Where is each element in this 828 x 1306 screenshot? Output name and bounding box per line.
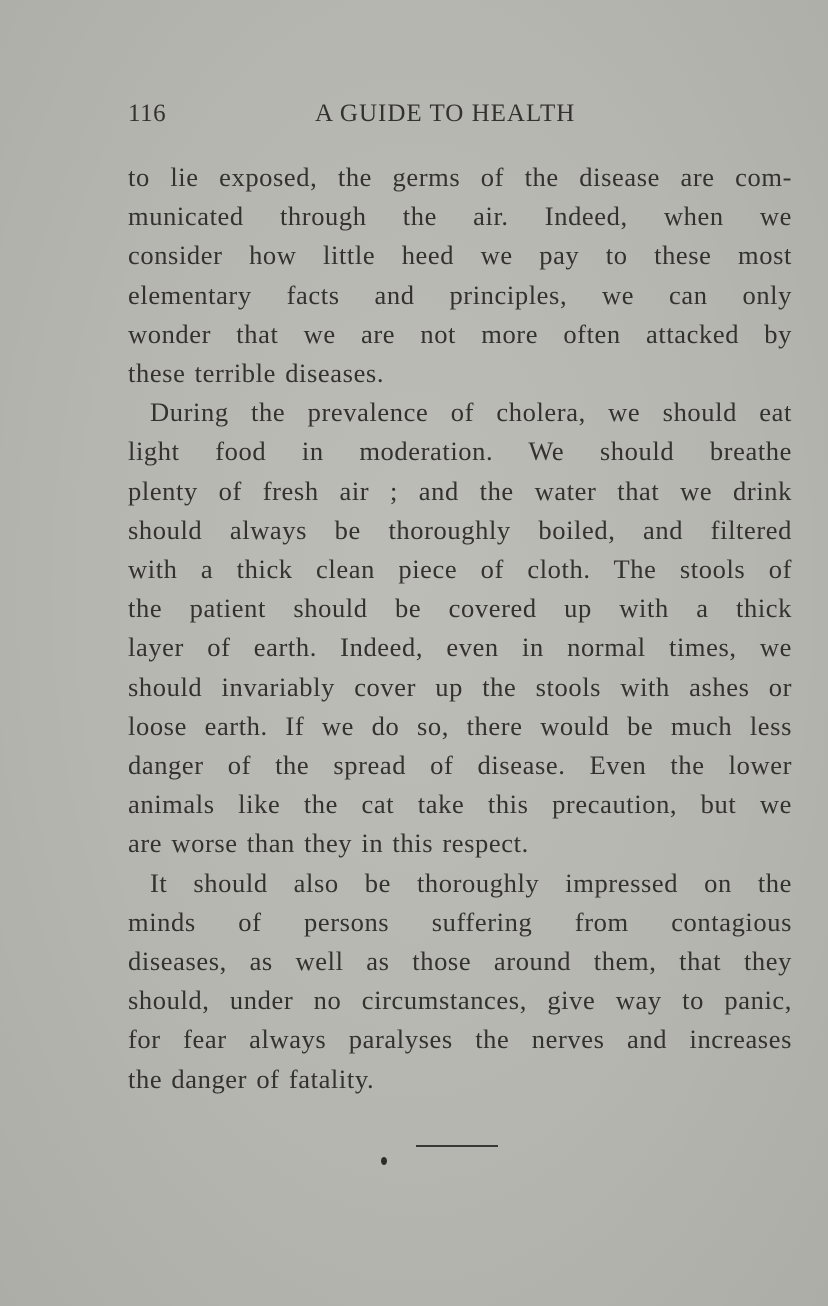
text-line: should invariably cover up the stools with ashes or <box>128 671 792 702</box>
text-line: should always be thoroughly boiled, and filtered <box>128 514 792 545</box>
text-line: During the prevalence of cholera, we should eat <box>150 397 792 428</box>
paragraph-3 <box>128 864 792 1099</box>
text-line: layer of earth. Indeed, even in normal times, we <box>128 632 792 663</box>
running-head: A GUIDE TO HEALTH <box>315 100 576 127</box>
page-header <box>128 100 728 136</box>
text-line: It should also be thoroughly impressed on the <box>150 867 792 898</box>
text-line: for fear always paralyses the nerves and increases <box>128 1024 792 1055</box>
page-number: 116 <box>128 100 167 127</box>
text-line: wonder that we are not more often attacked by <box>128 318 792 349</box>
body-text <box>128 158 792 1099</box>
text-line: to lie exposed, the germs of the disease are com- <box>128 162 792 192</box>
text-line: diseases, as well as those around them, that they <box>128 946 792 977</box>
text-line: light food in moderation. We should breathe <box>128 436 792 467</box>
section-rule <box>416 1145 498 1147</box>
paragraph-1 <box>128 158 792 393</box>
text-line: animals like the cat take this precaution, but we <box>128 789 792 820</box>
text-line: should, under no circumstances, give way to panic, <box>128 985 792 1016</box>
ink-mark <box>381 1157 387 1165</box>
text-line: elementary facts and principles, we can only <box>128 279 792 310</box>
text-line: are worse than they in this respect. <box>128 828 529 859</box>
text-line: minds of persons suffering from contagious <box>128 906 792 937</box>
text-line: with a thick clean piece of cloth. The stools of <box>128 554 792 585</box>
paragraph-2 <box>128 393 792 863</box>
text-line: the danger of fatality. <box>128 1063 375 1094</box>
text-line: consider how little heed we pay to these most <box>128 240 792 271</box>
text-line: plenty of fresh air ; and the water that we drink <box>128 475 792 506</box>
text-line: these terrible diseases. <box>128 358 385 389</box>
text-line: the patient should be covered up with a thick <box>128 593 792 624</box>
text-line: municated through the air. Indeed, when we <box>128 201 792 232</box>
text-line: danger of the spread of disease. Even the lower <box>128 750 792 781</box>
text-line: loose earth. If we do so, there would be much less <box>128 710 792 741</box>
